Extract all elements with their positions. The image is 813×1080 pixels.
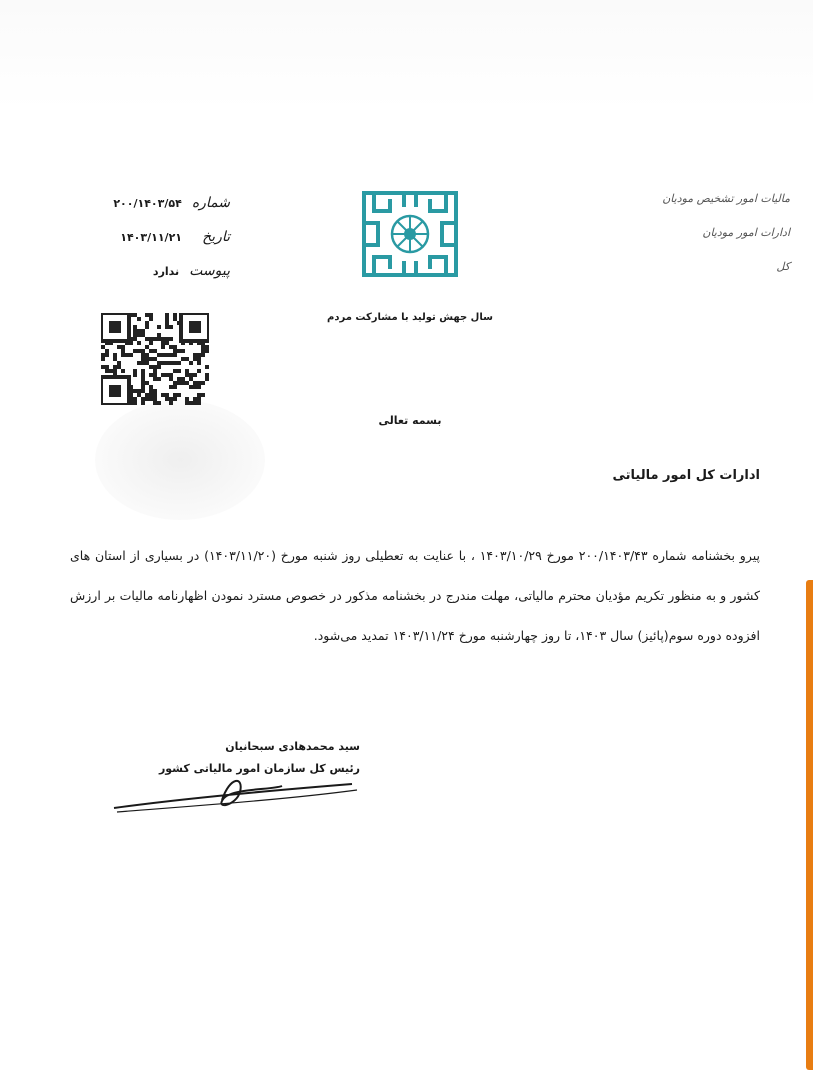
- attachment-value: ندارد: [152, 265, 180, 278]
- number-value: ۲۰۰/۱۴۰۳/۵۴: [113, 197, 182, 210]
- attachment-row: [70, 263, 230, 297]
- attachment-label: پیوست: [189, 263, 230, 279]
- addressee-line-3: کل: [776, 260, 790, 273]
- signatory-title: رئیس کل سازمان امور مالیاتی کشور: [158, 762, 360, 775]
- letter-meta: [70, 195, 230, 297]
- handwritten-addressee: [620, 192, 790, 294]
- addressee-line-1: مالیات امور تشخیص مودیان: [662, 192, 790, 205]
- top-shadow: [0, 0, 813, 110]
- letter-body: پیرو بخشنامه شماره ۲۰۰/۱۴۰۳/۴۳ مورخ ۱۴۰۳/۱۰/۲۹ ، با عنایت به تعطیلی روز شنبه مورخ (۱۴۰۳/۱۱/۲۰) در بسیاری از استان های کشور و به منظور تکریم مؤدیان محترم مالیاتی، مهلت مندرج در بخشنامه مذکور در خصوص مسترد نمودن اظهارنامه مالیات بر ارزش افزوده دوره سوم(پائیز) سال ۱۴۰۳، تا روز چهارشنبه مورخ ۱۴۰۳/۱۱/۲۴ تمدید می‌شود.: [70, 548, 760, 643]
- date-value: ۱۴۰۳/۱۱/۲۱: [120, 231, 182, 244]
- qr-code-icon: [101, 313, 209, 405]
- date-row: [70, 229, 230, 263]
- year-slogan: سال جهش تولید با مشارکت مردم: [327, 312, 493, 323]
- scan-smudge: [95, 400, 265, 520]
- accent-bar: [806, 580, 813, 1070]
- basmala-heading: بسمه تعالی: [378, 414, 442, 427]
- number-row: [70, 195, 230, 229]
- recipient-heading: ادارات کل امور مالیاتی: [612, 468, 760, 483]
- signatory-name: سید محمدهادی سبحانیان: [225, 740, 360, 753]
- handwritten-signature-icon: [112, 770, 362, 820]
- date-label: تاریخ: [202, 229, 230, 245]
- number-label: شماره: [191, 195, 230, 211]
- addressee-line-2: ادارات امور مودیان: [702, 226, 790, 239]
- tax-organization-emblem-icon: [360, 189, 460, 279]
